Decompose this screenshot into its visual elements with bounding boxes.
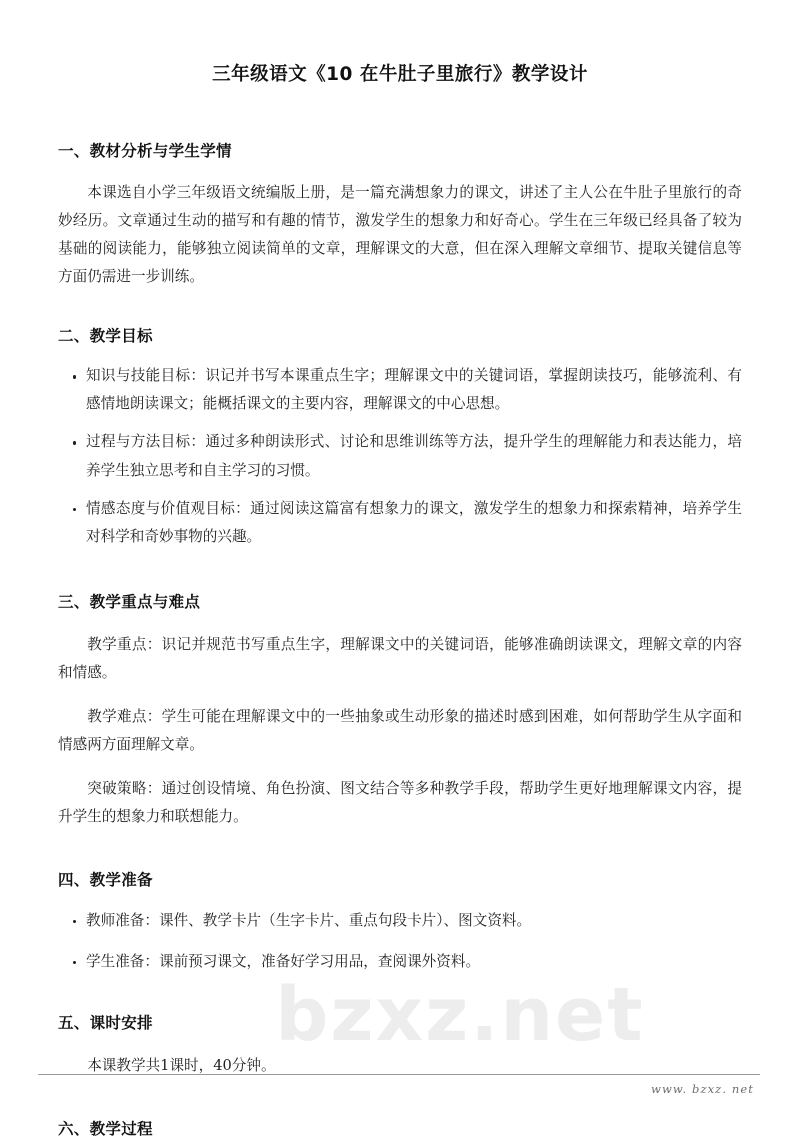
section-heading: 五、课时安排 <box>58 1014 153 1033</box>
page-title: 三年级语文《10 在牛肚子里旅行》教学设计 <box>212 64 588 85</box>
preparation-list <box>58 907 742 976</box>
section-key-points-and-difficulties <box>58 591 742 831</box>
section-teaching-process <box>58 1118 742 1141</box>
section-heading: 一、教材分析与学生学情 <box>58 141 232 160</box>
list-item: 情感态度与价值观目标：通过阅读这篇富有想象力的课文，激发学生的想象力和探索精神，培养学生对科学和奇妙事物的兴趣。 <box>72 495 742 551</box>
section-teaching-preparation <box>58 869 742 976</box>
objectives-list <box>58 362 742 550</box>
list-item: 学生准备：课前预习课文，准备好学习用品，查阅课外资料。 <box>72 948 742 976</box>
page-footer <box>38 1074 760 1096</box>
section-heading: 二、教学目标 <box>58 327 153 346</box>
section-paragraph: 教学难点：学生可能在理解课文中的一些抽象或生动形象的描述时感到困难，如何帮助学生从字面和情感两方面理解文章。 <box>58 707 742 753</box>
section-heading: 四、教学准备 <box>58 870 153 889</box>
section-paragraph: 突破策略：通过创设情境、角色扮演、图文结合等多种教学手段，帮助学生更好地理解课文内容，提升学生的想象力和联想能力。 <box>58 779 742 825</box>
section-heading: 三、教学重点与难点 <box>58 592 201 611</box>
section-paragraph: 本课选自小学三年级语文统编版上册，是一篇充满想象力的课文，讲述了主人公在牛肚子里旅行的奇妙经历。文章通过生动的描写和有趣的情节，激发学生的想象力和好奇心。学生在三年级已经具备了较为基础的阅读能力，能够独立阅读简单的文章，理解课文的大意，但在深入理解文章细节、提取关键信息等方面仍需进一步训练。 <box>58 184 742 286</box>
footer-site-url: www. bzxz. net <box>651 1082 754 1096</box>
list-item: 教师准备：课件、教学卡片（生字卡片、重点句段卡片）、图文资料。 <box>72 907 742 935</box>
section-heading: 六、教学过程 <box>58 1120 153 1139</box>
section-paragraph: 教学重点：识记并规范书写重点生字，理解课文中的关键词语，能够准确朗读课文，理解文章的内容和情感。 <box>58 635 742 681</box>
list-item: 过程与方法目标：通过多种朗读形式、讨论和思维训练等方法，提升学生的理解能力和表达能力，培养学生独立思考和自主学习的习惯。 <box>72 428 742 484</box>
section-teaching-objectives <box>58 325 742 550</box>
section-class-hours <box>58 1012 742 1080</box>
document-content <box>58 0 742 1142</box>
list-item: 知识与技能目标：识记并书写本课重点生字；理解课文中的关键词语，掌握朗读技巧，能够流利、有感情地朗读课文；能概括课文的主要内容，理解课文的中心思想。 <box>72 362 742 418</box>
site-watermark: bzxz.net <box>275 972 645 1058</box>
footer-divider <box>38 1074 760 1075</box>
section-teaching-material-analysis <box>58 140 742 291</box>
section-paragraph: 本课教学共1课时，40分钟。 <box>87 1057 276 1075</box>
